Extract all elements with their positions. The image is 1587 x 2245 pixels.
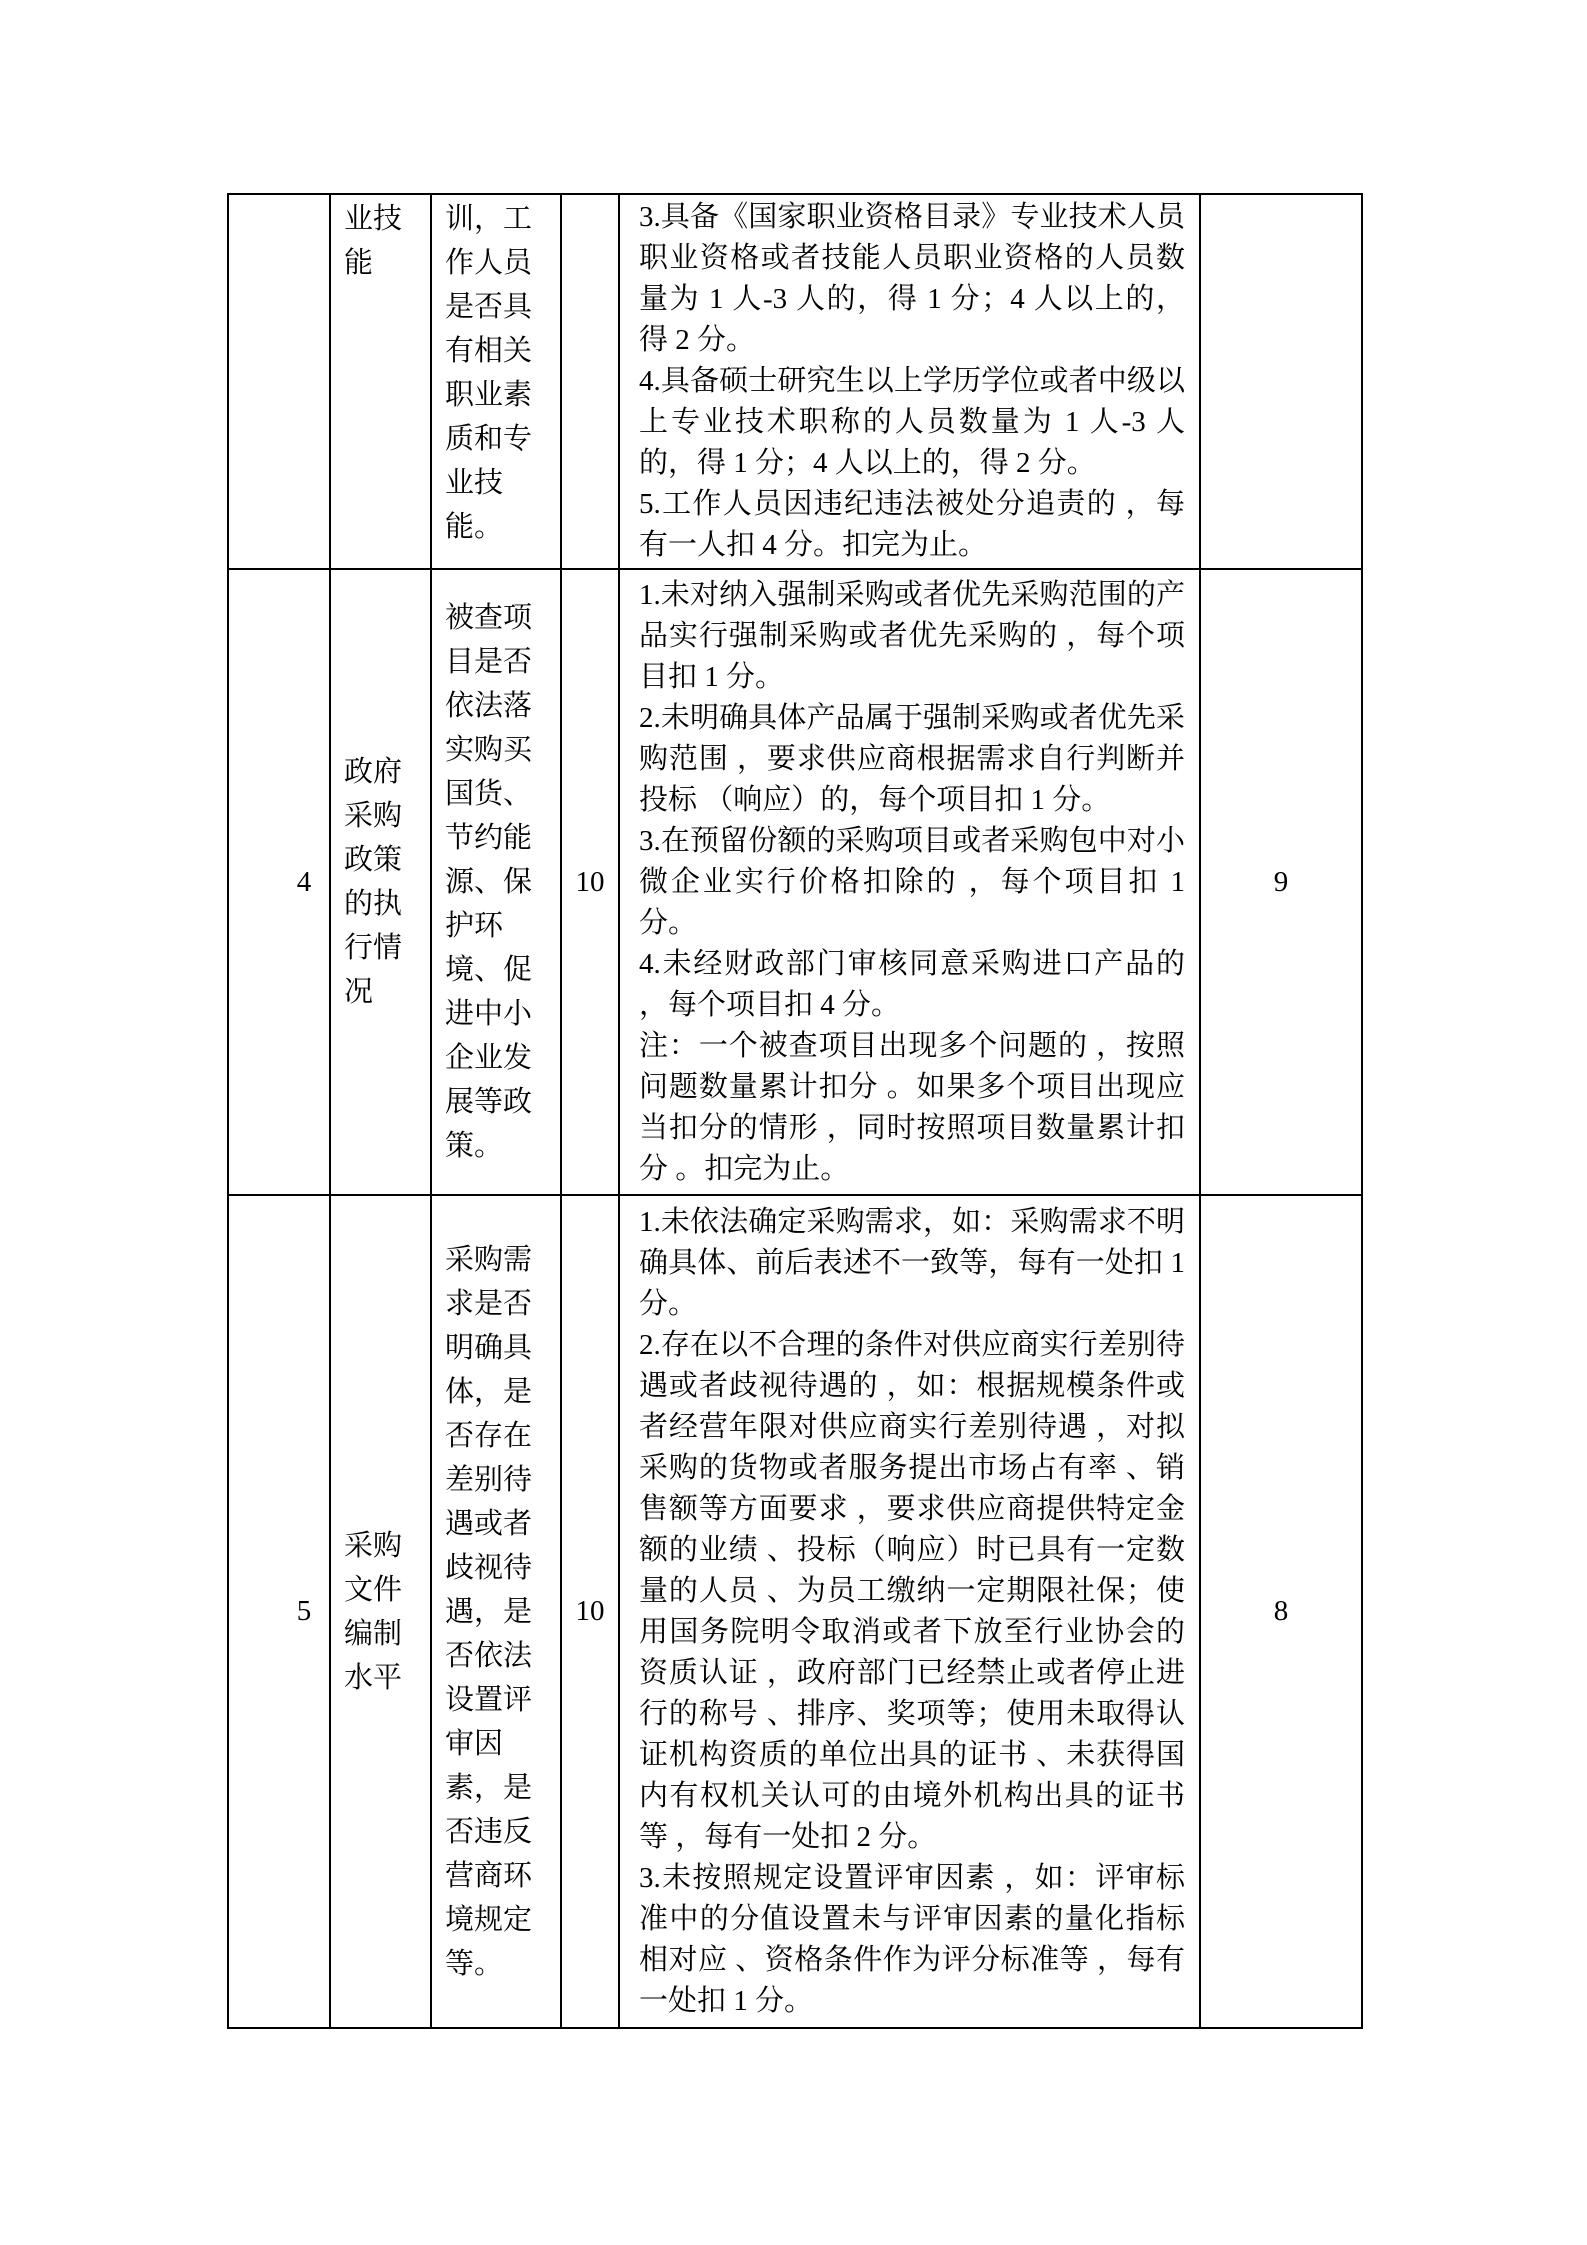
score-cell: 8 — [1200, 1195, 1362, 2028]
row-number-cell — [228, 194, 330, 569]
score-cell — [1200, 194, 1362, 569]
criteria-paragraph: 4.未经财政部门审核同意采购进口产品的 ，每个项目扣 4 分。 — [639, 947, 1185, 1021]
criteria-paragraph: 1.未依法确定采购需求，如：采购需求不明确具体、前后表述不一致等，每有一处扣 1 分。 — [639, 1205, 1185, 1320]
inspection-item-cell: 训，工作人员是否具有相关职业素质和专业技能。 — [431, 194, 561, 569]
category-cell: 业技能 — [330, 194, 431, 569]
table-row-4 — [228, 569, 1362, 1195]
criteria-paragraph: 5.工作人员因违纪违法被处分追责的 ，每有一人扣 4 分。扣完为止。 — [639, 488, 1185, 561]
max-score-cell: 10 — [561, 1195, 619, 2028]
criteria-paragraph: 2.存在以不合理的条件对供应商实行差别待遇或者歧视待遇的 ，如：根据规模条件或者经营年限对供应商实行差别待遇 ，对拟采购的货物或者服务提出市场占有率 、销售额等方面要求 ，要求供应商提供特定金额的业绩 、投标（响应）时已具有一定数量的人员 、为员工缴纳一定期限社保；使用国务院明令取消或者下放至行业协会的资质认证 ，政府部门已经禁止或者停止进行的称号 、排序、奖项等；使用未取得认证机构资质的单位出具的证书 、未获得国内有权机关认可的由境外机构出具的证书等 ，每有一处扣 2 分。 — [639, 1328, 1185, 1853]
table-row-5 — [228, 1195, 1362, 2028]
evaluation-score-table — [227, 193, 1363, 2029]
criteria-paragraph: 2.未明确具体产品属于强制采购或者优先采购范围 ，要求供应商根据需求自行判断并投标 （响应）的，每个项目扣 1 分。 — [639, 701, 1185, 816]
max-score-cell — [561, 194, 619, 569]
scoring-criteria-cell — [619, 1195, 1200, 2028]
category-cell: 政府采购政策的执行情况 — [330, 569, 431, 1195]
criteria-paragraph: 3.未按照规定设置评审因素 ，如：评审标准中的分值设置未与评审因素的量化指标相对应 、资格条件作为评分标准等 ，每有一处扣 1 分。 — [639, 1861, 1185, 2017]
scoring-criteria-cell — [619, 569, 1200, 1195]
criteria-paragraph: 3.在预留份额的采购项目或者采购包中对小微企业实行价格扣除的 ，每个项目扣 1 分。 — [639, 824, 1185, 939]
criteria-paragraph: 3.具备《国家职业资格目录》专业技术人员职业资格或者技能人员职业资格的人员数量为 1 人-3 人的，得 1 分；4 人以上的，得 2 分。 — [639, 201, 1185, 356]
inspection-item-cell: 采购需求是否明确具体，是否存在差别待遇或者歧视待遇，是否依法设置评审因素，是否违反营商环境规定等。 — [431, 1195, 561, 2028]
max-score-cell: 10 — [561, 569, 619, 1195]
criteria-paragraph: 4.具备硕士研究生以上学历学位或者中级以上专业技术职称的人员数量为 1 人-3 人的，得 1 分；4 人以上的，得 2 分。 — [639, 365, 1185, 479]
category-cell: 采购文件编制水平 — [330, 1195, 431, 2028]
criteria-paragraph: 注：一个被查项目出现多个问题的 ，按照问题数量累计扣分 。如果多个项目出现应当扣分的情形 ，同时按照项目数量累计扣分 。扣完为止。 — [639, 1029, 1185, 1185]
table-row-continuation — [228, 194, 1362, 569]
inspection-item-cell: 被查项目是否依法落实购买国货、节约能源、保护环境、促进中小企业发展等政策。 — [431, 569, 561, 1195]
row-number-cell: 4 — [228, 569, 330, 1195]
score-cell: 9 — [1200, 569, 1362, 1195]
scoring-criteria-cell — [619, 194, 1200, 569]
criteria-paragraph: 1.未对纳入强制采购或者优先采购范围的产品实行强制采购或者优先采购的 ，每个项目扣 1 分。 — [639, 578, 1185, 693]
row-number-cell: 5 — [228, 1195, 330, 2028]
